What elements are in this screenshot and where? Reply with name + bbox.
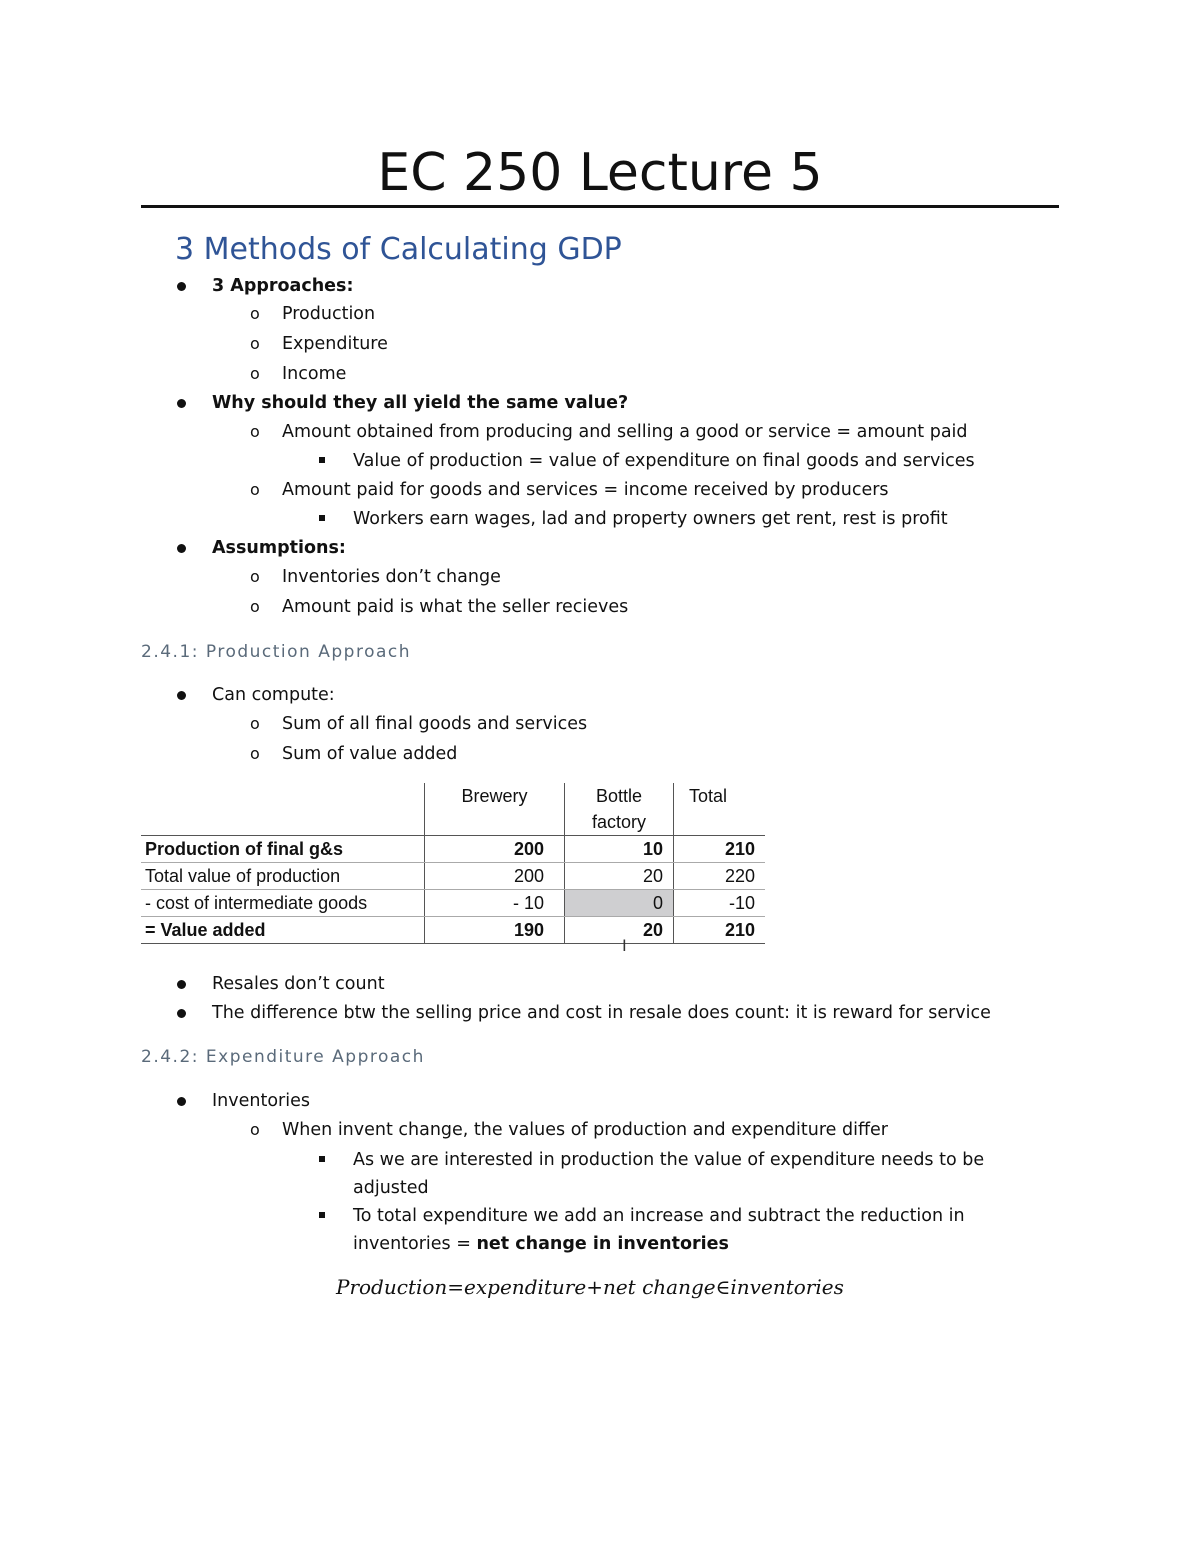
bullet-dot (177, 691, 186, 700)
cell-brewery: 200 (425, 836, 565, 863)
bullet-dot (177, 980, 186, 989)
row-label: = Value added (141, 917, 425, 944)
list-item-continuation: adjusted (353, 1178, 429, 1198)
list-item: Inventories don’t change (282, 567, 501, 587)
row-label: Total value of production (141, 863, 425, 890)
table-header-row (141, 783, 765, 836)
assumptions-label: Assumptions: (212, 538, 346, 558)
list-item: Amount paid is what the seller recieves (282, 597, 629, 617)
table-row (141, 863, 765, 890)
bullet-circle: o (250, 597, 260, 616)
bullet-square (319, 515, 325, 521)
approaches-label: 3 Approaches: (212, 276, 354, 296)
list-item: Sum of all final goods and services (282, 714, 588, 734)
can-compute-label: Can compute: (212, 685, 335, 705)
cell-bottle: 20 (565, 917, 674, 944)
bullet-circle: o (250, 714, 260, 733)
bullet-square (319, 1212, 325, 1218)
table-header-cell (565, 783, 674, 836)
cell-brewery: 200 (425, 863, 565, 890)
cell-total: -10 (674, 890, 766, 917)
bullet-dot (177, 399, 186, 408)
list-item: Value of production = value of expenditure on final goods and services (353, 451, 975, 471)
header-brewery: Brewery (461, 786, 528, 806)
bullet-dot (177, 282, 186, 291)
list-item: Inventories (212, 1091, 310, 1111)
table-header-cell (674, 783, 766, 836)
list-item: When invent change, the values of production and expenditure differ (282, 1120, 888, 1140)
row-label: - cost of intermediate goods (141, 890, 425, 917)
list-item-continuation (353, 1232, 729, 1256)
bullet-circle: o (250, 744, 260, 763)
table-row (141, 917, 765, 944)
why-label: Why should they all yield the same value? (212, 393, 629, 413)
cell-bottle: 10 (565, 836, 674, 863)
bullet-circle: o (250, 567, 260, 586)
equation: Production=expenditure+net change∈inventories (336, 1275, 844, 1299)
bullet-circle: o (250, 334, 260, 353)
list-item: Workers earn wages, lad and property owners get rent, rest is profit (353, 509, 948, 529)
bullet-circle: o (250, 1120, 260, 1139)
bullet-square (319, 1156, 325, 1162)
table-header-cell (425, 783, 565, 836)
cell-bottle: 0 (565, 890, 674, 917)
bullet-circle: o (250, 480, 260, 499)
list-item: The difference btw the selling price and cost in resale does count: it is reward for service (212, 1003, 991, 1023)
header-total: Total (689, 786, 728, 806)
cell-brewery: - 10 (425, 890, 565, 917)
cell-bottle: 20 (565, 863, 674, 890)
bullet-dot (177, 1097, 186, 1106)
heading-production-approach: 2.4.1: Production Approach (141, 642, 412, 662)
bullet-dot (177, 1009, 186, 1018)
header-bottle-factory: Bottle factory (591, 786, 647, 832)
list-item: Income (282, 364, 347, 384)
list-item: Production (282, 304, 376, 324)
value-added-table (141, 783, 765, 944)
text-cursor-icon: I (622, 936, 627, 955)
table-row (141, 836, 765, 863)
list-item: Amount paid for goods and services = income received by producers (282, 480, 889, 500)
cell-total: 210 (674, 836, 766, 863)
bullet-circle: o (250, 422, 260, 441)
title-underline (141, 205, 1059, 208)
bullet-circle: o (250, 304, 260, 323)
list-item: Sum of value added (282, 744, 458, 764)
table-header-cell (141, 783, 425, 836)
bullet-dot (177, 544, 186, 553)
list-item: Expenditure (282, 334, 388, 354)
table-row (141, 890, 765, 917)
cell-total: 210 (674, 917, 766, 944)
list-item: Amount obtained from producing and selling a good or service = amount paid (282, 422, 968, 442)
list-item: To total expenditure we add an increase and subtract the reduction in (353, 1206, 965, 1226)
row-label: Production of final g&s (141, 836, 425, 863)
cell-total: 220 (674, 863, 766, 890)
bullet-square (319, 457, 325, 463)
bullet-circle: o (250, 364, 260, 383)
list-item: Resales don’t count (212, 974, 385, 994)
heading-expenditure-approach: 2.4.2: Expenditure Approach (141, 1047, 425, 1067)
inventories-text: inventories = (353, 1234, 477, 1254)
page-title: EC 250 Lecture 5 (377, 143, 823, 203)
net-change-bold: net change in inventories (476, 1234, 729, 1254)
cell-brewery: 190 (425, 917, 565, 944)
heading-methods: 3 Methods of Calculating GDP (175, 232, 622, 267)
list-item: As we are interested in production the value of expenditure needs to be (353, 1150, 985, 1170)
